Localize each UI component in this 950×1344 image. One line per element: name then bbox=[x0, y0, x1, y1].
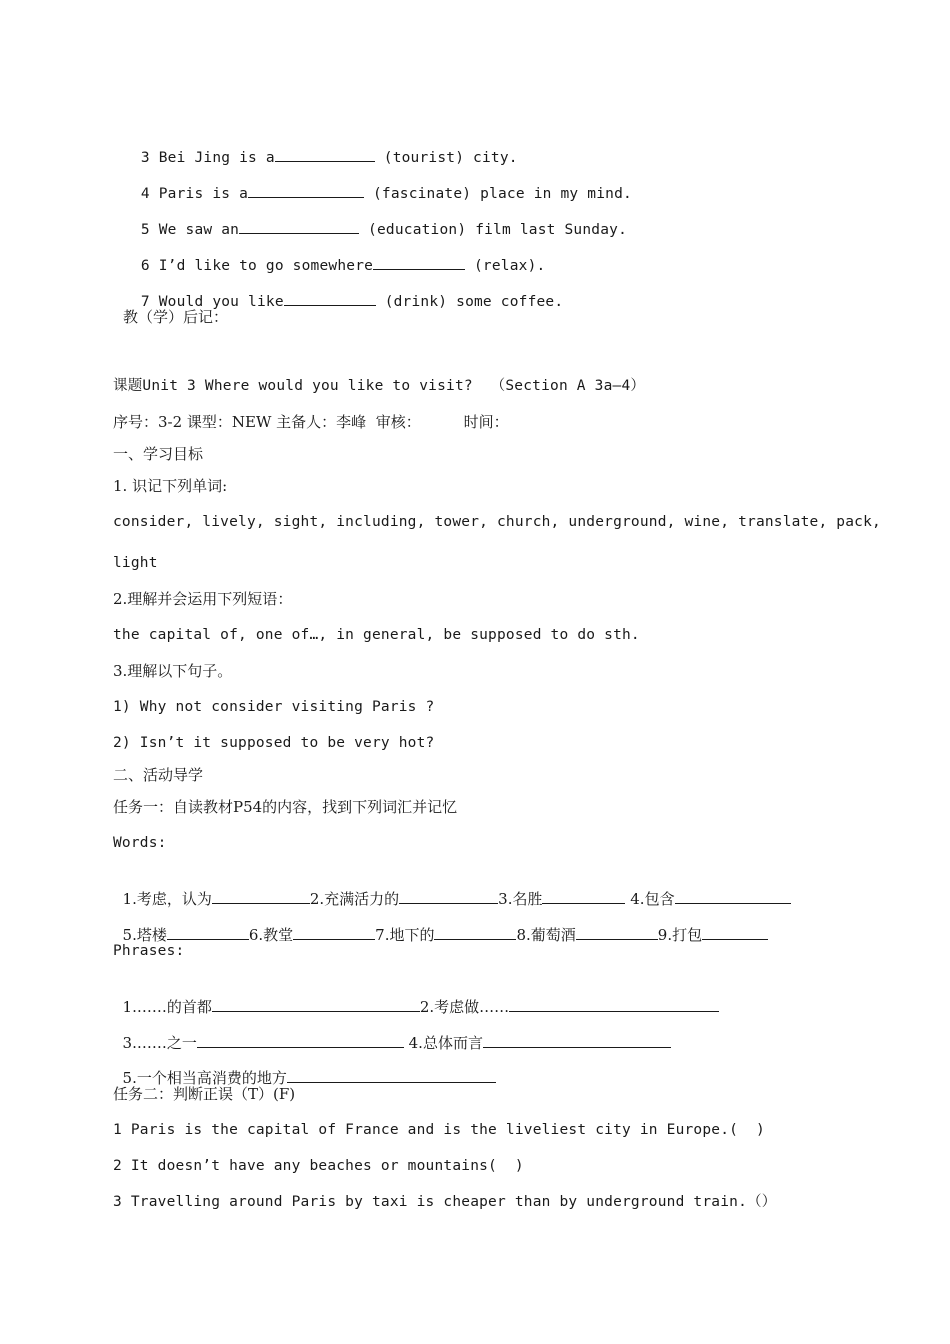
item-text: 3 Bei Jing is a bbox=[140, 150, 275, 166]
phrase-prompt: 4.总体而言 bbox=[403, 1034, 483, 1052]
phrase-prompt: 1.……的首都 bbox=[122, 998, 212, 1016]
phrase-prompt: 3.……之一 bbox=[122, 1034, 197, 1052]
answer-blank[interactable] bbox=[284, 291, 376, 306]
exercise-item-7 bbox=[123, 271, 563, 312]
word-prompt: 4.包含 bbox=[625, 890, 675, 908]
word-prompt: 6.教堂 bbox=[248, 926, 294, 944]
answer-blank[interactable] bbox=[483, 1033, 671, 1048]
answer-blank[interactable] bbox=[287, 1068, 496, 1083]
exercise-item-6 bbox=[123, 235, 545, 276]
phrase-prompt: 5.一个相当高消费的地方 bbox=[122, 1069, 287, 1087]
sentence-2: 2) Isn’t it supposed to be very hot? bbox=[113, 735, 435, 751]
teaching-notes-label: 教（学）后记： bbox=[123, 308, 229, 326]
answer-blank[interactable] bbox=[509, 997, 719, 1012]
item-hint: (fascinate) place in my mind. bbox=[364, 186, 632, 202]
answer-blank[interactable] bbox=[675, 889, 791, 904]
exercise-item-4 bbox=[123, 163, 632, 204]
task-2-heading: 任务二：判断正误（T）(F) bbox=[113, 1085, 296, 1103]
answer-blank[interactable] bbox=[293, 925, 375, 940]
answer-blank[interactable] bbox=[702, 925, 768, 940]
word-prompt: 2.充满活力的 bbox=[309, 890, 400, 908]
answer-blank[interactable] bbox=[212, 889, 310, 904]
goal-3-heading: 3.理解以下句子。 bbox=[113, 662, 233, 680]
vocabulary-list: consider, lively, sight, including, tower, church, underground, wine, translate, pack, bbox=[113, 514, 881, 530]
answer-blank[interactable] bbox=[542, 889, 625, 904]
answer-blank[interactable] bbox=[248, 183, 364, 198]
vocabulary-list-cont: light bbox=[113, 555, 158, 571]
answer-blank[interactable] bbox=[275, 147, 375, 162]
answer-blank[interactable] bbox=[167, 925, 249, 940]
item-text: 6 I’d like to go somewhere bbox=[140, 258, 374, 274]
answer-blank[interactable] bbox=[399, 889, 498, 904]
word-prompt: 7.地下的 bbox=[375, 926, 435, 944]
word-prompt: 1.考虑，认为 bbox=[122, 890, 212, 908]
goal-2-heading: 2.理解并会运用下列短语： bbox=[113, 590, 293, 608]
phrase-prompt: 2.考虑做…… bbox=[419, 998, 510, 1016]
lesson-title: 课题Unit 3 Where would you like to visit? （Section A 3a—4） bbox=[113, 378, 646, 394]
phrases-label: Phrases: bbox=[113, 943, 185, 959]
phrase-list: the capital of, one of…, in general, be supposed to do sth. bbox=[113, 627, 640, 643]
true-false-item-2: 2 It doesn’t have any beaches or mountains( ) bbox=[113, 1158, 524, 1174]
phrases-row-3 bbox=[113, 1048, 496, 1088]
true-false-item-1: 1 Paris is the capital of France and is the liveliest city in Europe.( ) bbox=[113, 1122, 765, 1138]
words-label: Words: bbox=[113, 835, 167, 851]
answer-blank[interactable] bbox=[373, 255, 465, 270]
item-hint: (education) film last Sunday. bbox=[359, 222, 628, 238]
phrases-row-2 bbox=[113, 1013, 671, 1053]
section-heading-activities: 二、活动导学 bbox=[113, 766, 204, 784]
phrases-row-1 bbox=[113, 977, 719, 1017]
item-hint: (relax). bbox=[465, 258, 546, 274]
word-prompt: 8.葡萄酒 bbox=[516, 926, 576, 944]
item-hint: (tourist) city. bbox=[374, 150, 518, 166]
answer-blank[interactable] bbox=[434, 925, 516, 940]
item-text: 5 We saw an bbox=[140, 222, 240, 238]
sentence-1: 1) Why not consider visiting Paris ? bbox=[113, 699, 435, 715]
word-prompt: 5.塔楼 bbox=[122, 926, 167, 944]
lesson-meta: 序号：3-2 课型：NEW 主备人：李峰 审核： 时间： bbox=[113, 413, 509, 431]
item-text: 4 Paris is a bbox=[140, 186, 249, 202]
exercise-item-5 bbox=[123, 199, 627, 240]
word-prompt: 3.名胜 bbox=[498, 890, 543, 908]
section-heading-goals: 一、学习目标 bbox=[113, 445, 204, 463]
goal-1-heading: 1. 识记下列单词: bbox=[113, 477, 228, 495]
answer-blank[interactable] bbox=[239, 219, 359, 234]
answer-blank[interactable] bbox=[212, 997, 420, 1012]
words-row-2 bbox=[113, 905, 768, 945]
words-row-1 bbox=[113, 869, 791, 909]
true-false-item-3: 3 Travelling around Paris by taxi is cheaper than by underground train.（） bbox=[113, 1194, 777, 1210]
item-hint: (drink) some coffee. bbox=[375, 294, 564, 310]
answer-blank[interactable] bbox=[576, 925, 658, 940]
answer-blank[interactable] bbox=[197, 1033, 404, 1048]
item-text: 7 Would you like bbox=[140, 294, 284, 310]
exercise-item-3 bbox=[123, 127, 518, 168]
word-prompt: 9.打包 bbox=[657, 926, 703, 944]
task-1-heading: 任务一：自读教材P54的内容，找到下列词汇并记忆 bbox=[113, 798, 458, 816]
